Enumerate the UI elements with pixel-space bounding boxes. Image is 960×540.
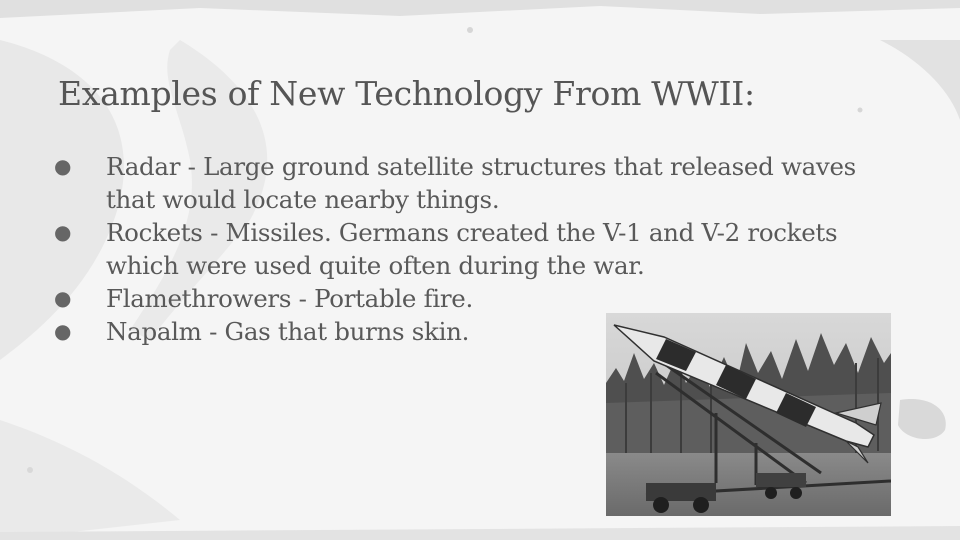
bullet-flamethrowers [52, 282, 882, 315]
bullet-dot: ● [54, 220, 72, 244]
bullet-text: Napalm - Gas that burns skin. [106, 317, 470, 346]
bullet-dot: ● [54, 319, 72, 343]
rocket-photo-icon [606, 313, 891, 516]
bullet-text: Rockets - Missiles. Germans created the V-1 and V-2 rockets which were used quite often during the war. [106, 218, 838, 280]
slide-title: Examples of New Technology From WWII: [58, 74, 755, 113]
bullet-text: Flamethrowers - Portable fire. [106, 284, 473, 313]
bullet-dot: ● [54, 154, 72, 178]
bullet-radar [52, 150, 882, 216]
bullet-text: Radar - Large ground satellite structures that released waves that would locate nearby things. [106, 152, 856, 214]
bullet-dot: ● [54, 286, 72, 310]
bullet-rockets [52, 216, 882, 282]
v2-rocket-photo [606, 313, 891, 516]
